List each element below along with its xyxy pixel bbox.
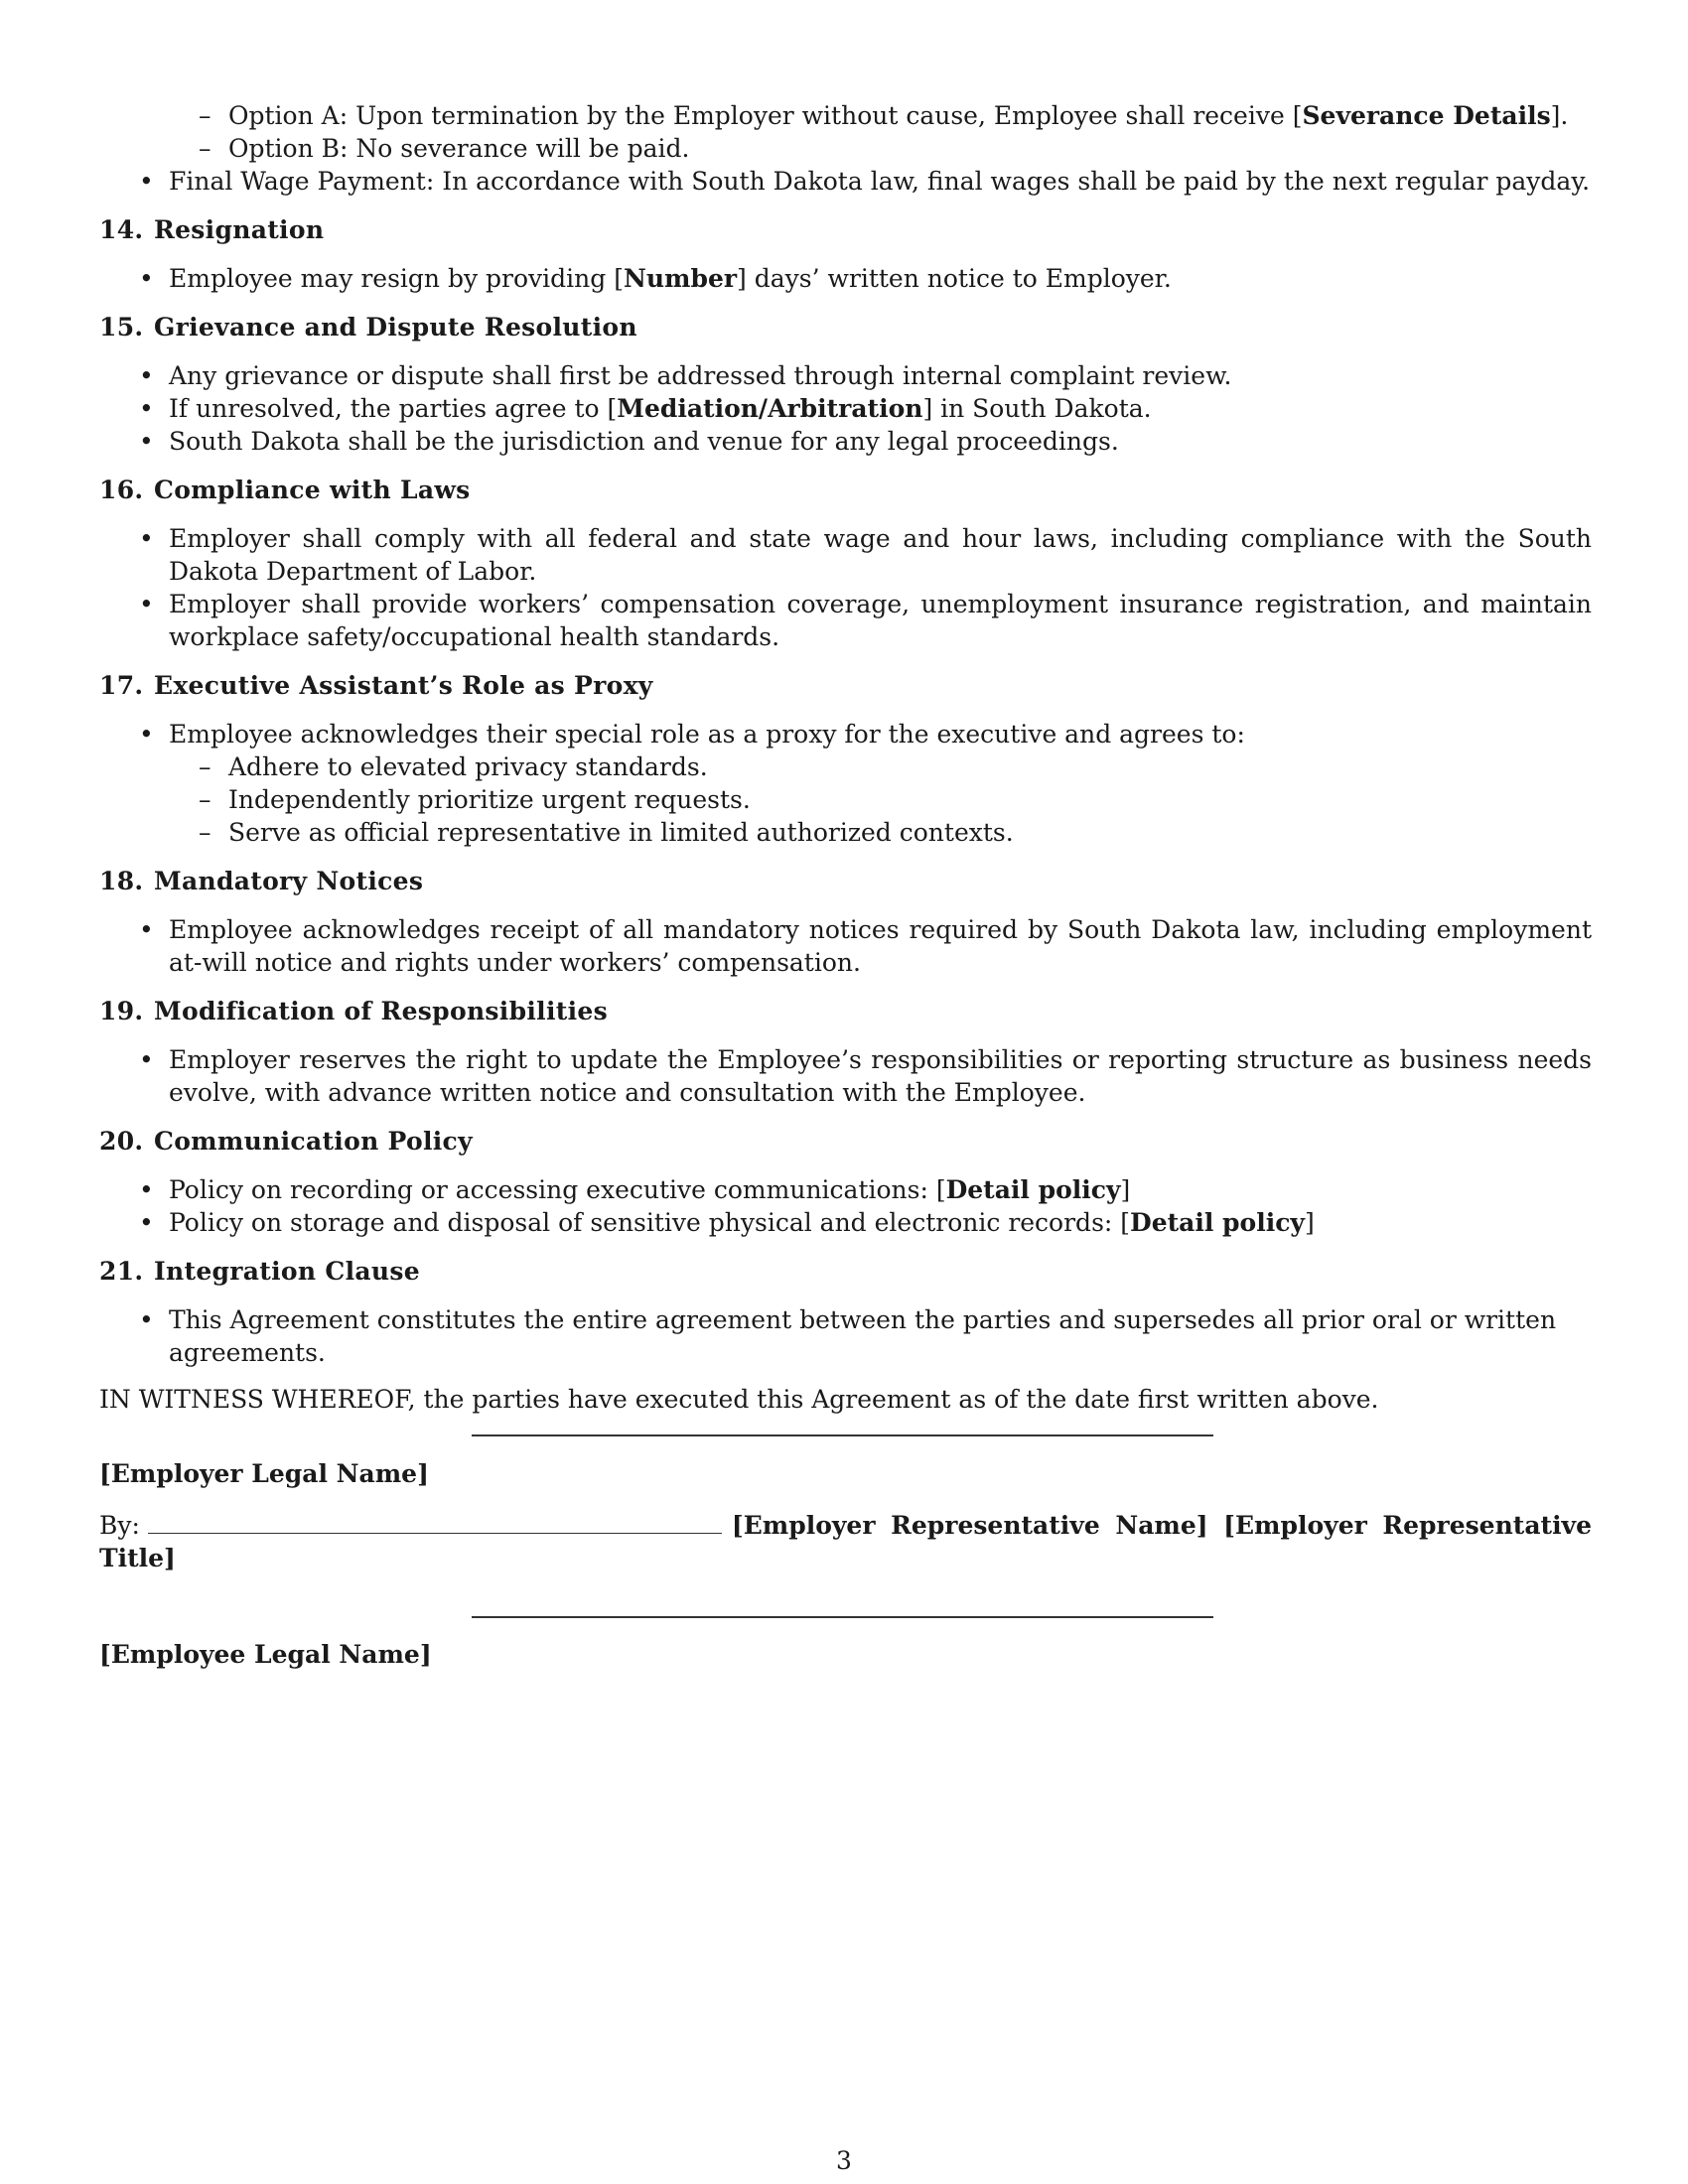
employee-legal-name: [Employee Legal Name]	[99, 1640, 432, 1669]
grievance-list	[99, 359, 1592, 458]
modification-list	[99, 1043, 1592, 1109]
proxy-role-list	[99, 718, 1592, 849]
representative-signature-line	[148, 1511, 722, 1534]
list-item: – Independently prioritize urgent requests.	[169, 783, 1592, 816]
notices-list	[99, 913, 1592, 979]
section-heading-proxy-role: 17. Executive Assistant’s Role as Proxy	[99, 671, 653, 700]
list-item: • This Agreement constitutes the entire agreement between the parties and supersedes all prior oral or written agreements.	[99, 1303, 1592, 1369]
employer-representative-row	[99, 1509, 1592, 1574]
severance-options	[99, 99, 1592, 165]
option-a: – Option A: Upon termination by the Employer without cause, Employee shall receive [Severance Details].	[99, 99, 1592, 132]
section-heading-resignation: 14. Resignation	[99, 215, 325, 244]
proxy-duties-list	[169, 751, 1592, 849]
final-wage-list	[99, 165, 1592, 198]
communication-list	[99, 1173, 1592, 1239]
integration-list	[99, 1303, 1592, 1369]
section-heading-communication: 20. Communication Policy	[99, 1127, 473, 1156]
employer-legal-name: [Employer Legal Name]	[99, 1459, 429, 1488]
resignation-list	[99, 262, 1592, 295]
employee-signature-line	[472, 1616, 1213, 1618]
document-page	[99, 99, 1592, 1416]
section-heading-mandatory-notices: 18. Mandatory Notices	[99, 867, 424, 895]
employer-signature-line	[472, 1434, 1213, 1436]
section-heading-integration: 21. Integration Clause	[99, 1257, 420, 1286]
by-label: By:	[99, 1511, 140, 1540]
list-item: • If unresolved, the parties agree to [Mediation/Arbitration] in South Dakota.	[99, 392, 1592, 425]
page-number: 3	[836, 2146, 852, 2175]
final-wage-item: • Final Wage Payment: In accordance with South Dakota law, final wages shall be paid by the next regular payday.	[99, 165, 1592, 198]
list-item: • Employee acknowledges receipt of all mandatory notices required by South Dakota law, including employment at-will notice and rights under workers’ compensation.	[99, 913, 1592, 979]
list-item: • Employer reserves the right to update the Employee’s responsibilities or reporting structure as business needs evolve, with advance written notice and consultation with the Employee.	[99, 1043, 1592, 1109]
witness-statement: IN WITNESS WHEREOF, the parties have executed this Agreement as of the date first written above.	[99, 1385, 1379, 1414]
section-heading-modification: 19. Modification of Responsibilities	[99, 997, 608, 1025]
list-item: • Policy on storage and disposal of sensitive physical and electronic records: [Detail policy]	[99, 1206, 1592, 1239]
list-item: • Employee acknowledges their special role as a proxy for the executive and agrees to: – Adhere to elevated privacy standards. – Independently prioritize urgent requests. – Serve as official representative in limited authorized contexts.	[99, 718, 1592, 849]
compliance-list	[99, 522, 1592, 653]
list-item: • Employer shall provide workers’ compensation coverage, unemployment insurance registration, and maintain workplace safety/occupational health standards.	[99, 588, 1592, 653]
option-b: – Option B: No severance will be paid.	[99, 132, 1592, 165]
list-item: • Employee may resign by providing [Number] days’ written notice to Employer.	[99, 262, 1592, 295]
representative-name-title: [Employer Representative Name] [Employer Representative Title]	[99, 1511, 1592, 1572]
list-item: • Policy on recording or accessing executive communications: [Detail policy]	[99, 1173, 1592, 1206]
section-heading-grievance: 15. Grievance and Dispute Resolution	[99, 313, 637, 341]
list-item: – Serve as official representative in limited authorized contexts.	[169, 816, 1592, 849]
list-item: • Employer shall comply with all federal and state wage and hour laws, including compliance with the South Dakota Department of Labor.	[99, 522, 1592, 588]
list-item: • Any grievance or dispute shall first be addressed through internal complaint review.	[99, 359, 1592, 392]
section-heading-compliance: 16. Compliance with Laws	[99, 476, 471, 504]
list-item: – Adhere to elevated privacy standards.	[169, 751, 1592, 783]
list-item: • South Dakota shall be the jurisdiction and venue for any legal proceedings.	[99, 425, 1592, 458]
